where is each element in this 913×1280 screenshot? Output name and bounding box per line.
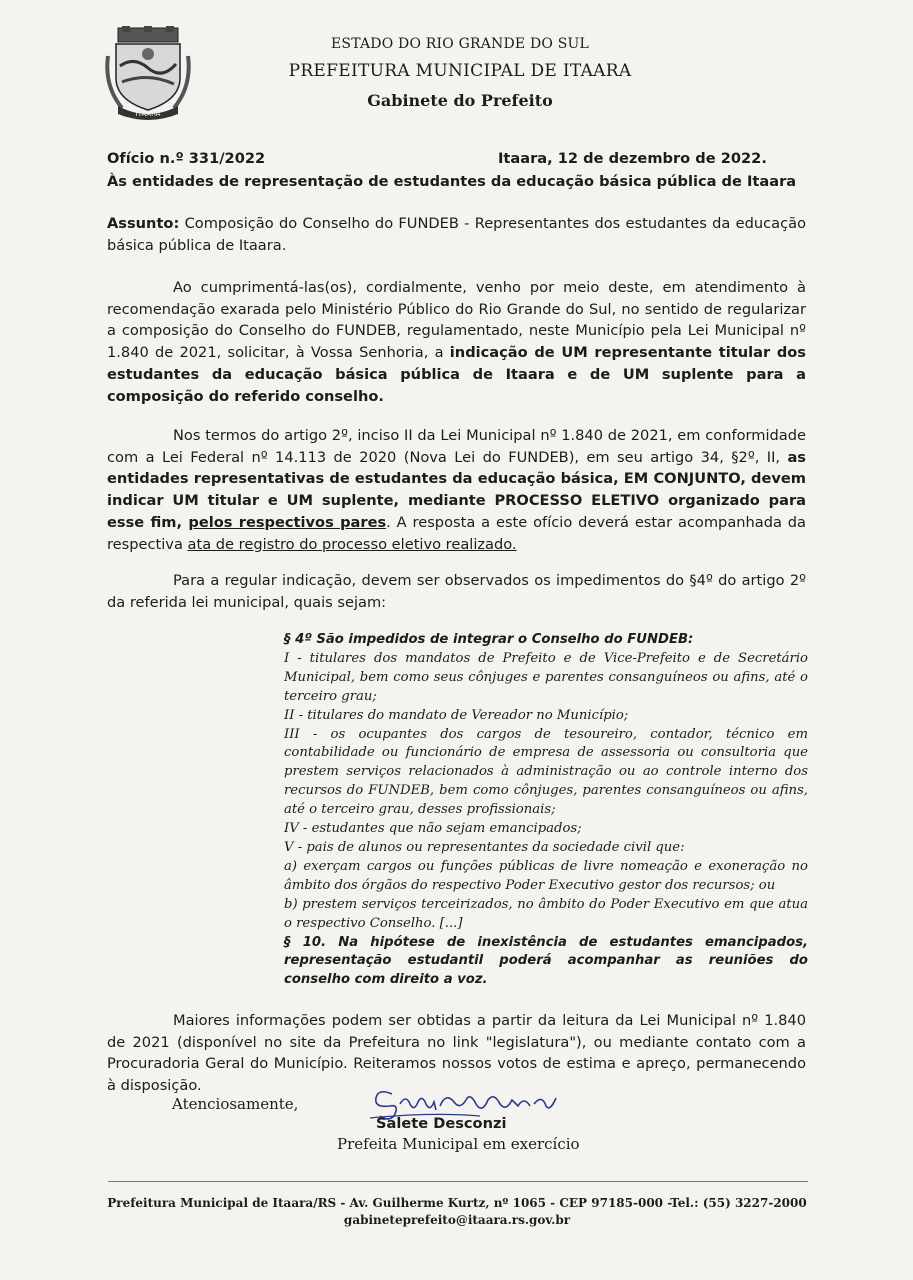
quote-item-ii: II - titulares do mandato de Vereador no Município; [284,707,629,723]
p2-text: Nos termos do artigo 2º, inciso II da Lei Municipal nº 1.840 de 2021, em conformidade com a Lei Federal nº 14.113 de 2020 (Nova Lei do FUNDEB), em seu artigo 34, §2º, II, [107,427,806,466]
subject-label: Assunto: [107,215,180,232]
footer-divider [108,1181,808,1182]
subject-line [107,213,806,256]
quote-item-iii: III - os ocupantes dos cargos de tesoureiro, contador, técnico em contabilidade ou funcionário de empresa de assessoria ou consultoria que prestem serviços relacionados à administração ou ao controle interno dos recursos do FUNDEB, bem como cônjuges, parentes consanguíneos ou afins, até o terceiro grau, desses profissionais; [284,726,808,818]
header-office: Gabinete do Prefeito [367,91,553,110]
subject-text: Composição do Conselho do FUNDEB - Representantes dos estudantes da educação básica pública de Itaara. [107,215,806,254]
p4-text: Maiores informações podem ser obtidas a partir da leitura da Lei Municipal nº 1.840 de 2021 (disponível no site da Prefeitura no link "legislatura"), ou mediante contato com a Procuradoria Geral do Município. Reiteramos nossos votos de estima e apreço, permanecendo à disposição. [107,1012,806,1095]
law-quote [284,631,808,990]
paragraph-2 [107,425,806,555]
p3-text: Para a regular indicação, devem ser observados os impedimentos do §4º do artigo 2º da referida lei municipal, quais sejam: [107,572,806,611]
footer-address: Prefeitura Municipal de Itaara/RS - Av. Guilherme Kurtz, nº 1065 - CEP 97185-000 -Tel.: (55) 3227-2000 [107,1196,807,1210]
quote-heading: § 4º São impedidos de integrar o Conselho do FUNDEB: [284,632,694,647]
quote-item-iv: IV - estudantes que não sejam emancipados; [284,821,582,837]
closing-salutation: Atenciosamente, [172,1095,299,1113]
letter-recipients: Às entidades de representação de estudantes da educação básica pública de Itaara [107,173,797,190]
quote-item-a: a) exerçam cargos ou funções públicas de livre nomeação e exoneração no âmbito dos órgãos do respectivo Poder Executivo gestor dos recursos; ou [284,858,808,893]
signer-role: Prefeita Municipal em exercício [337,1135,580,1153]
municipal-crest-icon [104,26,192,120]
quote-item-v: V - pais de alunos ou representantes da sociedade civil que: [284,839,685,855]
signer-name: Salete Desconzi [376,1115,507,1132]
crest-banner-text: ITAARA [135,110,161,118]
quote-item-i: I - titulares dos mandatos de Prefeito e de Vice-Prefeito e de Secretário Municipal, bem como seus cônjuges e parentes consanguíneos ou afins, até o terceiro grau; [284,650,808,704]
p1-text: Ao cumprimentá-las(os), cordialmente, venho por meio deste, em atendimento à recomendação exarada pelo Ministério Público do Rio Grande do Sul, no sentido de regularizar a composição do Conselho do FUNDEB, regulamentado, neste Município pela Lei Municipal nº 1.840 de 2021, solicitar, à Vossa Senhoria, a [107,279,806,362]
quote-paragraph-10: § 10. Na hipótese de inexistência de estudantes emancipados, representação estudantil poderá acompanhar as reuniões do conselho com direito a voz. [284,934,808,988]
p2-bold-underlined-text: pelos respectivos pares [188,513,387,531]
quote-item-b: b) prestem serviços terceirizados, no âmbito do Poder Executivo em que atua o respectivo Conselho. [...] [284,896,808,931]
header-state: ESTADO DO RIO GRANDE DO SUL [330,36,589,52]
p2-underlined-text: ata de registro do processo eletivo realizado. [187,535,517,553]
p2-bold-text: as entidades representativas de estudantes da educação básica, EM CONJUNTO, devem indicar UM titular e UM suplente, mediante PROCESSO ELETIVO organizado para esse fim, [107,448,806,531]
header-prefecture: PREFEITURA MUNICIPAL DE ITAARA [288,61,632,81]
letter-number: Ofício n.º 331/2022 [107,150,266,167]
p1-bold-text: indicação de UM representante titular dos estudantes da educação básica pública de Itaara e de UM suplente para a composição do referido conselho. [107,344,806,405]
footer-email: gabineteprefeito@itaara.rs.gov.br [343,1213,571,1227]
letter-place-date: Itaara, 12 de dezembro de 2022. [498,150,767,167]
paragraph-1 [107,277,806,407]
paragraph-3 [107,570,806,613]
p2-text-continued: . A resposta a este ofício deverá estar acompanhada da respectiva [107,513,806,553]
